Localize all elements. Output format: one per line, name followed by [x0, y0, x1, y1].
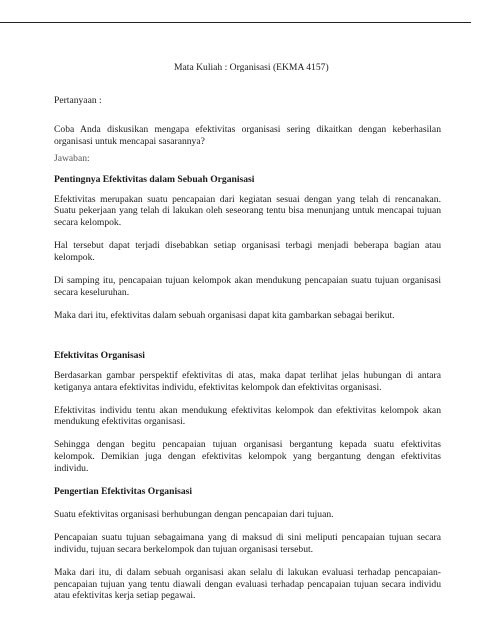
course-label: Mata Kuliah : Organisasi (EKMA 4157) — [174, 62, 329, 73]
top-rule — [0, 22, 471, 23]
question-text: Coba Anda diskusikan mengapa efektivitas organisasi sering dikaitkan dengan keberhasilan organisasi untuk mencapai sasarannya? — [54, 123, 441, 147]
paragraph: Pencapaian suatu tujuan sebagaimana yang di maksud di sini meliputi pencapaian tujuan secara individu, tujuan secara berkelompok dan tujuan organisasi tersebut. — [54, 531, 441, 555]
paragraph: Maka dari itu, di dalam sebuah organisasi akan selalu di lakukan evaluasi terhadap pencapaian-pencapaian tujuan yang tentu diawali dengan evaluasi terhadap pencapaian tujuan secara individu atau efektivitas kerja setiap pegawai. — [54, 566, 441, 602]
paragraph: Berdasarkan gambar perspektif efektivitas di atas, maka dapat terlihat jelas hubungan di antara ketiganya antara efektivitas individu, efektivitas kelompok dan efektivitas organisasi. — [54, 369, 441, 393]
paragraph: Efektivitas individu tentu akan mendukung efektivitas kelompok dan efektivitas kelompok akan mendukung efektivitas organisasi. — [54, 404, 441, 428]
paragraph: Di samping itu, pencapaian tujuan kelompok akan mendukung pencapaian suatu tujuan organisasi secara keseluruhan. — [54, 275, 441, 298]
section-heading: Pengertian Efektivitas Organisasi — [54, 486, 193, 498]
section-heading: Pentingnya Efektivitas dalam Sebuah Organisasi — [54, 173, 255, 185]
document-body — [54, 95, 441, 602]
answer-label: Jawaban: — [54, 152, 90, 164]
question-label: Pertanyaan : — [54, 95, 102, 106]
paragraph: Sehingga dengan begitu pencapaian tujuan organisasi bergantung kepada suatu efektivitas kelompok. Demikian juga dengan efektivitas kelompok yang bergantung dengan efektivitas individu. — [54, 439, 441, 475]
paragraph: Efektivitas merupakan suatu pencapaian dari kegiatan sesuai dengan yang telah di rencanakan. Suatu pekerjaan yang telah di lakukan oleh seseorang tentu bisa menunjang untuk mencapai tujuan secara kelompok. — [54, 193, 441, 229]
paragraph: Maka dari itu, efektivitas dalam sebuah organisasi dapat kita gambarkan sebagai berikut. — [54, 309, 395, 321]
paragraph: Hal tersebut dapat terjadi disebabkan setiap organisasi terbagi menjadi beberapa bagian atau kelompok. — [54, 240, 441, 264]
section-heading: Efektivitas Organisasi — [54, 349, 145, 361]
paragraph: Suatu efektivitas organisasi berhubungan dengan pencapaian dari tujuan. — [54, 508, 334, 520]
